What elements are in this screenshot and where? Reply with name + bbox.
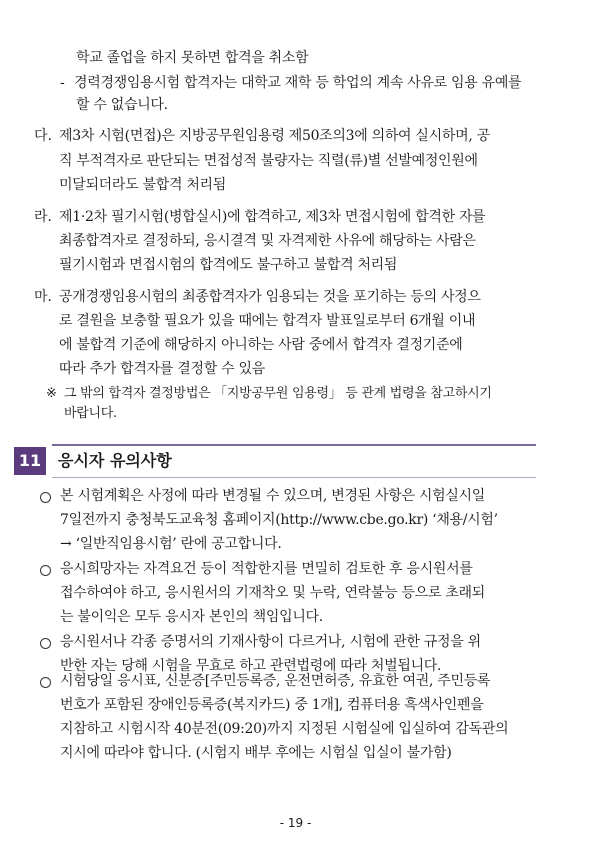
item-label-ma: 마. [34, 289, 52, 305]
bullet-line: 지참하고 시험시작 40분전(09:20)까지 지정된 시험실에 입실하여 감독관의 [60, 721, 509, 737]
bullet-circle-icon [40, 638, 51, 649]
section-rule-top [52, 444, 536, 446]
page-number: - 19 - [279, 816, 312, 830]
bullet-line: 번호가 포함된 장애인등록증(복지카드) 중 1개], 컴퓨터용 흑색사인펜을 [60, 697, 484, 713]
continued-text-line: 학교 졸업을 하지 못하면 합격을 취소함 [76, 50, 309, 66]
item-da-line: 직 부적격자로 판단되는 면접성적 불량자는 직렬(류)별 선발예정인원에 [59, 153, 478, 169]
bullet-line: 시험당일 응시표, 신분증[주민등록증, 운전면허증, 유효한 여권, 주민등록 [60, 673, 491, 689]
item-ma-line: 로 결원을 보충할 필요가 있을 때에는 합격자 발표일로부터 6개월 이내 [59, 313, 476, 329]
bullet-line: 응시희망자는 자격요건 등이 적합한지를 면밀히 검토한 후 응시원서를 [60, 561, 473, 577]
item-ra-line: 제1·2차 필기시험(병합실시)에 합격하고, 제3차 면접시험에 합격한 자를 [59, 209, 486, 225]
dash-item-line: 할 수 없습니다. [76, 97, 168, 113]
note-line: 그 밖의 합격자 결정방법은 「지방공무원 임용령」 등 관계 법령을 참고하시기 [64, 386, 492, 401]
item-ra-line: 최종합격자로 결정하되, 응시결격 및 자격제한 사유에 해당하는 사람은 [59, 233, 476, 249]
item-da-line: 제3차 시험(면접)은 지방공무원임용령 제50조의3에 의하여 실시하며, 공 [59, 128, 490, 144]
bullet-line: 는 불이익은 모두 응시자 본인의 책임입니다. [60, 609, 323, 625]
item-ra-line: 필기시험과 면접시험의 합격에도 불구하고 불합격 처리됨 [59, 257, 398, 273]
item-label-ra: 라. [34, 209, 52, 225]
bullet-line: 접수하여야 하고, 응시원서의 기재착오 및 누락, 연락불능 등으로 초래되 [60, 585, 485, 601]
item-label-da: 다. [34, 128, 52, 144]
section-header [14, 444, 536, 478]
bullet-circle-icon [40, 565, 51, 576]
section-title: 응시자 유의사항 [58, 451, 172, 470]
bullet-line: 7일전까지 충청북도교육청 홈페이지(http://www.cbe.go.kr) ‘채용/시험’ [60, 512, 498, 528]
bullet-circle-icon [40, 677, 51, 688]
item-ma-line: 에 불합격 기준에 해당하지 아니하는 사람 중에서 합격자 결정기준에 [59, 337, 463, 353]
dash-marker: - [60, 75, 65, 91]
section-rule-bottom [52, 477, 536, 478]
bullet-circle-icon [40, 492, 51, 503]
item-ma-line: 공개경쟁임용시험의 최종합격자가 임용되는 것을 포기하는 등의 사정으 [59, 289, 481, 305]
item-ma-line: 따라 추가 합격자를 결정할 수 있음 [59, 361, 265, 377]
bullet-line: 응시원서나 각종 증명서의 기재사항이 다르거나, 시험에 관한 규정을 위 [60, 634, 481, 650]
bullet-line: 본 시험계획은 사정에 따라 변경될 수 있으며, 변경된 사항은 시험실시일 [60, 488, 485, 504]
section-number-badge: 11 [14, 447, 46, 475]
bullet-line: 지시에 따라야 합니다. (시험지 배부 후에는 시험실 입실이 불가함) [60, 745, 452, 761]
note-line: 바랍니다. [64, 406, 117, 421]
bullet-line: → ‘일반직임용시험’ 란에 공고합니다. [60, 536, 282, 552]
note-mark: ※ [46, 386, 57, 401]
dash-item-line: 경력경쟁임용시험 합격자는 대학교 재학 등 학업의 계속 사유로 임용 유예를 [74, 75, 522, 91]
item-da-line: 미달되더라도 불합격 처리됨 [59, 177, 226, 193]
bullet-line: 반한 자는 당해 시험을 무효로 하고 관련법령에 따라 처벌됩니다. [60, 658, 442, 674]
